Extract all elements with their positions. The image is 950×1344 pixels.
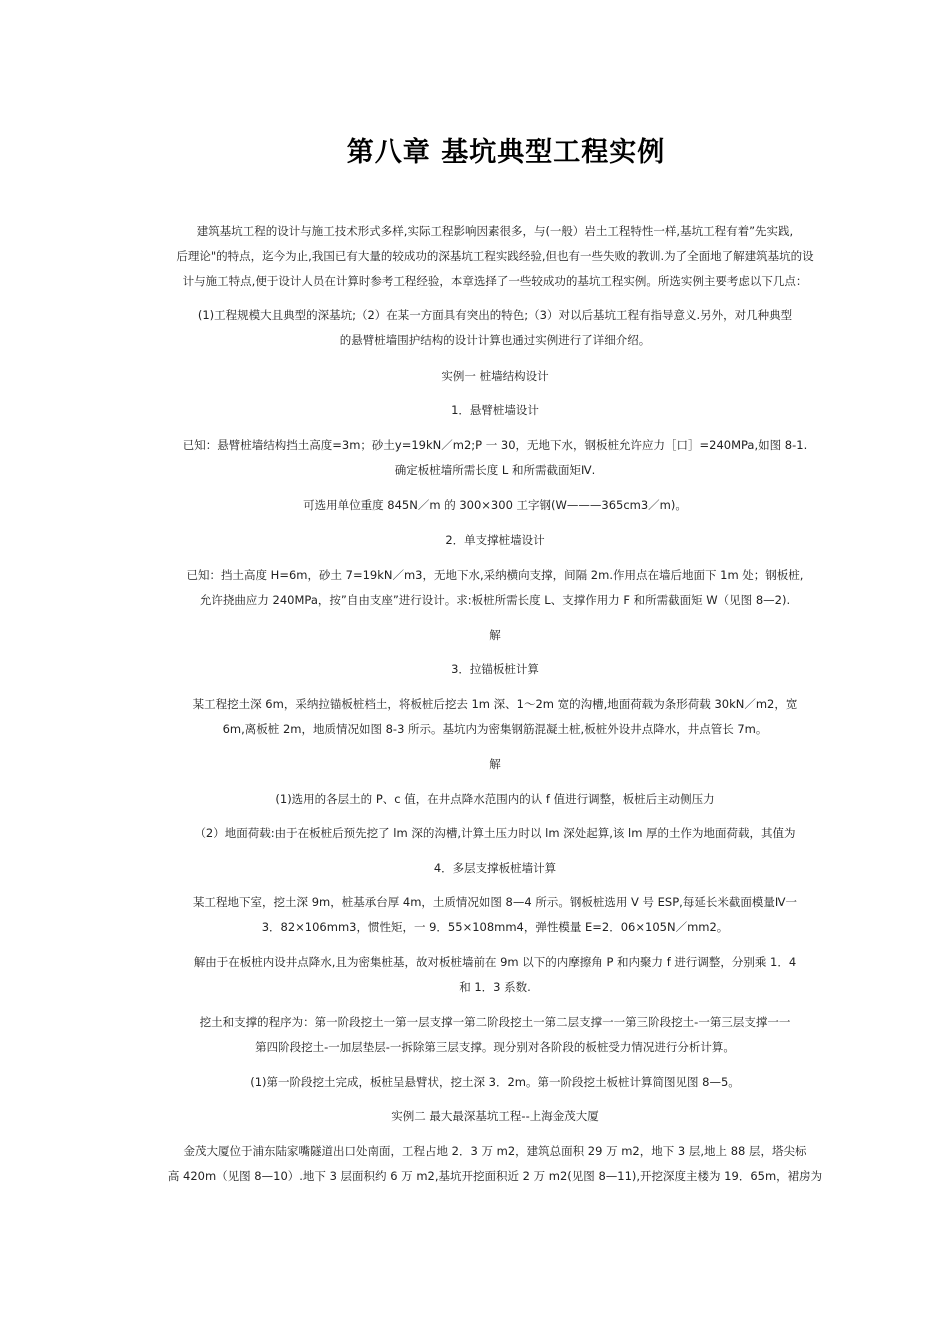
paragraph	[140, 890, 850, 940]
paragraph-line: 实例二 最大最深基坑工程--上海金茂大厦	[391, 1109, 599, 1123]
paragraph	[140, 433, 850, 483]
paragraph-line: 4．多层支撑板桩墙计算	[433, 861, 557, 875]
paragraph-line: 2．单支撑桩墙设计	[445, 533, 545, 547]
paragraph-line: 已知：挡土高度 H=6m，砂土 7=19kN／m3，无地下水,采纳横向支撑，间隔 2m.作用点在墙后地面下 1m 处；钢板桩,	[186, 568, 804, 582]
paragraph	[140, 493, 850, 518]
paragraph	[140, 787, 850, 812]
paragraph-line: 某工程挖土深 6m，采纳拉锚板桩档土，将板桩后挖去 1m 深、1～2m 宽的沟槽,地面荷载为条形荷载 30kN／m2，宽	[192, 697, 798, 711]
paragraph	[140, 398, 850, 423]
paragraph-line: 解由于在板桩内设井点降水,且为密集桩基，故对板桩墙前在 9m 以下的内摩擦角 P 和内聚力 f 进行调整，分别乘 1．4	[193, 955, 797, 969]
paragraph	[140, 657, 850, 682]
paragraph-line: (1)第一阶段挖土完成，板桩呈悬臂状，挖土深 3．2m。第一阶段挖土板桩计算简图见图 8—5。	[250, 1075, 740, 1089]
paragraph	[140, 563, 850, 613]
paragraph-line: 挖土和支撑的程序为：第一阶段挖土一第一层支撑一第二阶段挖土一第二层支撑一一第三阶段挖土-一第三层支撑一一	[199, 1015, 791, 1029]
paragraph-line: 解	[489, 628, 501, 642]
paragraph-line: 确定板桩墙所需长度 L 和所需截面矩Ⅳ.	[394, 463, 596, 477]
paragraph	[140, 1104, 850, 1129]
paragraph-line: 某工程地下室，挖土深 9m，桩基承台厚 4m，土质情况如图 8—4 所示。钢板桩选用 V 号 ESP,每延长米截面模量Ⅳ一	[193, 895, 797, 909]
paragraph-line: （2）地面荷载:由于在板桩后预先挖了 lm 深的沟槽,计算土压力时以 lm 深处起算,该 lm 厚的土作为地面荷载，其值为	[194, 826, 796, 840]
paragraph-line: 金茂大厦位于浦东陆家嘴隧道出口处南面，工程占地 2．3 万 m2，建筑总面积 29 万 m2，地下 3 层,地上 88 层，塔尖标	[183, 1144, 807, 1158]
paragraph-line: 可选用单位重度 845N／m 的 300×300 工字钢(W———365cm3／m)。	[303, 498, 687, 512]
paragraph-line: 解	[489, 757, 501, 771]
paragraph	[140, 528, 850, 553]
paragraph-line: (1)工程规模大且典型的深基坑;（2）在某一方面具有突出的特色;（3）对以后基坑工程有指导意义.另外，对几种典型	[197, 308, 793, 322]
paragraph	[140, 821, 850, 846]
paragraph-line: 3．82×106mm3，惯性矩，一 9．55×108mm4，弹性模量 E=2．06×105N／mm2。	[261, 920, 729, 934]
paragraph	[140, 856, 850, 881]
paragraph	[140, 692, 850, 742]
paragraph-line: 允许挠曲应力 240MPa，按”自由支座”进行设计。求:板桩所需长度 L、支撑作用力 F 和所需截面矩 W（见图 8—2).	[199, 593, 791, 607]
paragraph	[140, 950, 850, 1000]
paragraph-line: 实例一 桩墙结构设计	[441, 369, 549, 383]
paragraph	[140, 1070, 850, 1095]
paragraph-line: 后理论"的特点，迄今为止,我国已有大量的较成功的深基坑工程实践经验,但也有一些失败的教训.为了全面地了解建筑基坑的设	[176, 249, 814, 263]
paragraph	[140, 364, 850, 389]
paragraph-line: 建筑基坑工程的设计与施工技术形式多样,实际工程影响因素很多，与(一般）岩土工程特性一样,基坑工程有着”先实践,	[196, 224, 794, 238]
paragraph	[140, 623, 850, 648]
paragraph-line: 1．悬臂桩墙设计	[451, 403, 539, 417]
paragraph	[140, 219, 850, 294]
paragraph-line: 的悬臂桩墙围护结构的设计计算也通过实例进行了详细介绍。	[339, 333, 651, 347]
paragraph-line: 6m,离板桩 2m，地质情况如图 8-3 所示。基坑内为密集钢筋混凝土桩,板桩外设井点降水，井点管长 7m。	[222, 722, 768, 736]
paragraph	[140, 752, 850, 777]
paragraph-line: 已知：悬臂桩墙结构挡土高度=3m；砂土y=19kN／m2;P 一 30，无地下水，钢板桩允许应力［口］=240MPa,如图 8-1.	[182, 438, 808, 452]
paragraph	[140, 1139, 850, 1189]
paragraph-line: 第四阶段挖土-一加层垫层-一拆除第三层支撑。现分别对各阶段的板桩受力情况进行分析计算。	[255, 1040, 735, 1054]
paragraph-line: 3．拉锚板桩计算	[451, 662, 539, 676]
paragraph-line: 和 1．3 系数.	[459, 980, 531, 994]
paragraph-line: 计与施工特点,便于设计人员在计算时参考工程经验，本章选择了一些较成功的基坑工程实例。所选实例主要考虑以下几点：	[182, 274, 808, 288]
paragraph-line: 高 420m（见图 8—10）.地下 3 层面积约 6 万 m2,基坑开挖面积近 2 万 m2(见图 8—11),开挖深度主楼为 19．65m，裙房为	[167, 1169, 823, 1183]
paragraph	[140, 1010, 850, 1060]
paragraph-line: (1)选用的各层土的 P、c 值，在井点降水范围内的认 f 值进行调整，板桩后主动侧压力	[275, 792, 715, 806]
chapter-title: 第八章 基坑典型工程实例	[346, 137, 666, 168]
paragraph	[140, 303, 850, 353]
